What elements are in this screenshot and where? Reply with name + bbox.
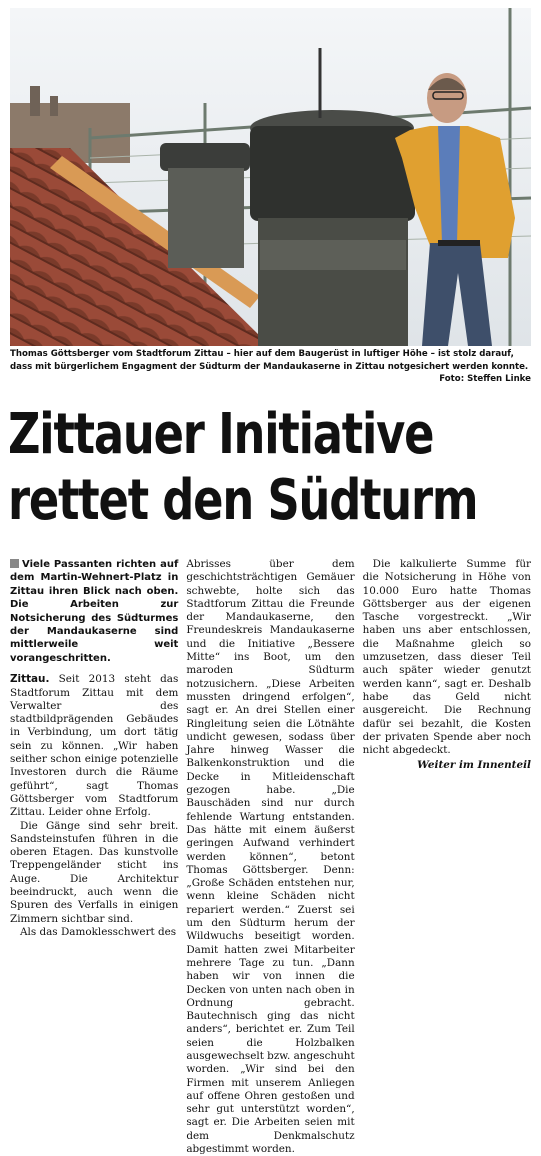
lead-square-icon bbox=[10, 559, 19, 568]
article-column-3 bbox=[363, 558, 531, 944]
article-column-1 bbox=[10, 558, 178, 944]
photo-caption bbox=[10, 348, 531, 386]
article-lead bbox=[10, 558, 178, 665]
paragraph-1 bbox=[10, 673, 178, 819]
caption-text: Thomas Göttsberger vom Stadtforum Zittau – hier auf dem Baugerüst in luftiger Höhe – ist stolz darauf, dass mit bürgerlichem Engagment der Südturm der Mandaukaserne in Zittau notgesichert werden konnte. bbox=[10, 349, 529, 372]
paragraph-3-continued: Abrisses über dem geschichtsträchtigen Gemäuer schwebte, holte sich das Stadtforum Zittau die Freunde der Mandaukaserne, den Freundeskreis Mandaukaserne und die Initiative „Bessere Mitte“ ins Boot, um den maroden Südturm notzusichern. „Diese Arbeiten mussten dringend erfolgen“, sagt er. An drei Stellen einer Ringleitung seien die Lötnähte undicht gewesen, sodass über Jahre hinweg Wasser die Balkenkonstruktion und die Decke in Mitleidenschaft gezogen habe. „Die Bauschäden sind nur durch fehlende Wartung entstanden. Das hätte mit einem äußerst geringen Aufwand verhindert werden können“, betont Thomas Göttsberger. Denn: „Große Schäden entstehen nur, wenn kleine Schäden nicht repariert werden.“ Zuerst sei um den Südturm herum der Wildwuchs beseitigt worden. Damit hatten zwei Mitarbeiter mehrere Tage zu tun. „Dann haben wir von innen die Decken von unten nach oben in Ordnung gebracht. Bautechnisch ging das nicht anders“, berichtet er. Zum Teil seien die Holzbalken ausgewechselt bzw. angeschuht worden. „Wir sind bei den Firmen mit unserem Anliegen auf offene Ohren gestoßen und sehr gut unterstützt worden“, sagt er. Die Arbeiten seien mit dem Denkmalschutz abgestimmt worden. bbox=[186, 558, 355, 1156]
headline-line-1: Zittauer Initiative bbox=[8, 402, 434, 467]
photo-credit: Foto: Steffen Linke bbox=[439, 374, 531, 384]
paragraph-3: Als das Damoklesschwert des bbox=[20, 925, 177, 938]
article-column-2 bbox=[186, 558, 355, 1156]
article-body bbox=[10, 558, 531, 1156]
headline-line-2: rettet den Südturm bbox=[8, 468, 478, 533]
paragraph-2: Die Gänge sind sehr breit. Sandsteinstufen führen in die oberen Etagen. Das kunstvolle Treppengeländer sticht ins Auge. Die Architektur beeindruckt, auch wenn die Spuren des Verfalls in einigen Zimmern sichtbar sind. bbox=[10, 819, 179, 925]
paragraph-1-text: Seit 2013 steht das Stadtforum Zittau mit dem Verwalter des stadtbildprägenden Gebäudes in Verbindung, um dort tätig sein zu können. „Wir haben seither schon einige potenzielle Investoren durch die Räume geführt“, sagt Thomas Göttsberger vom Stadtforum Zittau. Leider ohne Erfolg. bbox=[10, 673, 179, 819]
paragraph-4: Die kalkulierte Summe für die Notsicherung in Höhe von 10.000 Euro hatte Thomas Göttsberger aus der eigenen Tasche vorgestreckt. „Wir haben uns aber entschlossen, die Maßnahme gleich so umzusetzen, dass dieser Teil auch später wieder genutzt werden kann“, sagt er. Deshalb habe das Geld nicht ausgereicht. Die Rechnung dafür sei bezahlt, die Kosten der privaten Spende aber noch nicht abgedeckt. bbox=[362, 558, 531, 757]
dateline: Zittau. bbox=[10, 673, 50, 686]
headline bbox=[8, 402, 478, 534]
continued-note: Weiter im Innenteil bbox=[417, 759, 531, 772]
article-photo bbox=[10, 8, 531, 346]
lead-text: Viele Passanten richten auf dem Martin-Wehnert-Platz in Zittau ihren Blick nach oben. Die Arbeiten zur Notsicherung des Südturmes der Mandaukaserne sind mittlerweile weit vorangeschritten. bbox=[10, 559, 179, 664]
